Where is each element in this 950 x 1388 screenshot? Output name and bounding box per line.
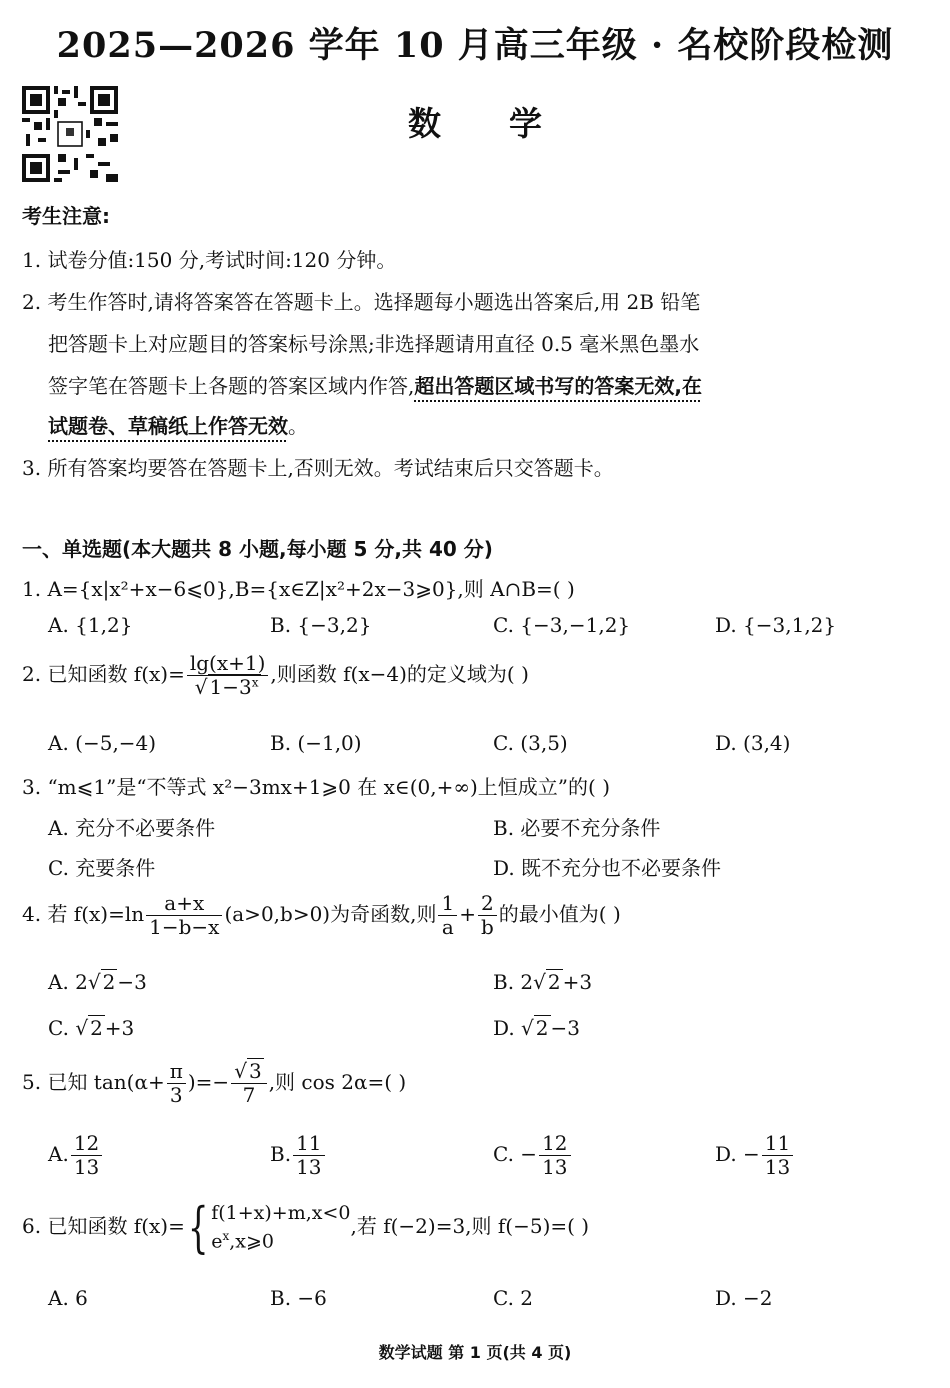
question-4-option-a: A. 2√ 2 −3 bbox=[48, 970, 147, 994]
q5-root-numerator: √ 3 bbox=[231, 1060, 266, 1084]
notice-heading: 考生注意: bbox=[22, 204, 110, 228]
question-6-option-d: D. −2 bbox=[715, 1286, 773, 1310]
q4-a-post: −3 bbox=[117, 970, 147, 994]
question-4-option-b: B. 2√ 2 +3 bbox=[493, 970, 593, 994]
q4-main-denominator: 1−b−x bbox=[149, 915, 220, 939]
section-1-heading: 一、单选题(本大题共 8 小题,每小题 5 分,共 40 分) bbox=[22, 537, 493, 561]
q5-pre: 5. 已知 tan(α+ bbox=[22, 1070, 165, 1094]
question-5-option-c bbox=[493, 1132, 573, 1179]
q5-b-fraction bbox=[293, 1132, 324, 1179]
notice-item-1: 1. 试卷分值:150 分,考试时间:120 分钟。 bbox=[22, 248, 397, 272]
q6-cases bbox=[211, 1200, 350, 1255]
question-6-option-a: A. 6 bbox=[48, 1286, 88, 1310]
q4-f2-numerator: 2 bbox=[478, 892, 497, 916]
q2-pre: 2. 已知函数 f(x)= bbox=[22, 662, 185, 686]
q5-mid: )=− bbox=[187, 1070, 230, 1094]
q4-c-post: +3 bbox=[104, 1016, 135, 1040]
question-3-option-b: B. 必要不充分条件 bbox=[493, 816, 661, 840]
q2-root-body: 1−3 bbox=[209, 675, 252, 699]
q4-d-root: 2 bbox=[535, 1016, 549, 1040]
q5-pi-numerator: π bbox=[167, 1060, 186, 1084]
question-1-option-c: C. {−3,−1,2} bbox=[493, 613, 631, 637]
q5-d-fraction bbox=[762, 1132, 793, 1179]
q5-c-denominator: 13 bbox=[542, 1155, 568, 1179]
question-3-option-a: A. 充分不必要条件 bbox=[48, 816, 216, 840]
q5-pi-denominator: 3 bbox=[169, 1083, 183, 1107]
q4-a-root: 2 bbox=[102, 970, 116, 994]
question-2-option-c: C. (3,5) bbox=[493, 731, 568, 755]
q5-d-denominator: 13 bbox=[764, 1155, 791, 1179]
q5-b-numerator: 11 bbox=[293, 1132, 324, 1156]
q5-a-denominator: 13 bbox=[73, 1155, 100, 1179]
question-3-option-d: D. 既不充分也不必要条件 bbox=[493, 856, 722, 880]
q5-root-body: 3 bbox=[248, 1059, 262, 1083]
question-1-option-a: A. {1,2} bbox=[48, 613, 133, 637]
question-6-option-c: C. 2 bbox=[493, 1286, 534, 1310]
question-4-option-d: D. √ 2 −3 bbox=[493, 1016, 581, 1040]
notice-plain-text: 签字笔在答题卡上各题的答案区域内作答, bbox=[48, 374, 415, 398]
q6-case-2-rest: ,x⩾0 bbox=[229, 1229, 274, 1252]
subject-heading bbox=[0, 98, 950, 145]
q4-c-root: 2 bbox=[90, 1016, 103, 1040]
q5-a-numerator: 12 bbox=[71, 1132, 102, 1156]
q4-fraction-main bbox=[146, 892, 222, 939]
question-5-option-b bbox=[270, 1132, 327, 1179]
question-2-option-a: A. (−5,−4) bbox=[48, 731, 157, 755]
question-3-stem: 3. “m⩽1”是“不等式 x²−3mx+1⩾0 在 x∈(0,+∞)上恒成立”的( ) bbox=[22, 775, 610, 799]
q5-a-pre: A. bbox=[48, 1142, 69, 1166]
question-4-stem bbox=[22, 892, 621, 939]
question-2-stem bbox=[22, 652, 529, 699]
q2-root-exponent: x bbox=[251, 675, 259, 690]
question-1-option-b: B. {−3,2} bbox=[270, 613, 372, 637]
question-5-stem bbox=[22, 1060, 406, 1107]
question-4-option-c: C. √ 2 +3 bbox=[48, 1016, 135, 1040]
q4-a-pre: A. 2 bbox=[48, 970, 88, 994]
q5-c-numerator: 12 bbox=[539, 1132, 570, 1156]
q5-d-numerator: 11 bbox=[762, 1132, 793, 1156]
notice-item-3: 3. 所有答案均要答在答题卡上,否则无效。考试结束后只交答题卡。 bbox=[22, 456, 614, 480]
q5-d-pre: D. − bbox=[715, 1142, 760, 1166]
question-3-option-c: C. 充要条件 bbox=[48, 856, 156, 880]
q4-main-numerator: a+x bbox=[146, 892, 222, 916]
q2-denominator: √ $1-3^x$ bbox=[194, 675, 259, 699]
notice-item-2-line-4 bbox=[48, 410, 308, 439]
subject-char-2: 学 bbox=[509, 104, 542, 143]
question-2-option-b: B. (−1,0) bbox=[270, 731, 362, 755]
q4-f1-denominator: a bbox=[441, 915, 454, 939]
subject-char-1: 数 bbox=[408, 104, 441, 143]
notice-emphasis-1: 超出答题区域书写的答案无效,在 bbox=[414, 374, 702, 398]
q5-b-denominator: 13 bbox=[296, 1155, 322, 1179]
q5-a-fraction bbox=[71, 1132, 102, 1179]
page-title: 2025—2026 学年 10 月高三年级 · 名校阶段检测 bbox=[56, 25, 894, 66]
q4-f1-numerator: 1 bbox=[438, 892, 457, 916]
page-footer: 数学试题 第 1 页(共 4 页) bbox=[378, 1343, 572, 1362]
q4-b-post: +3 bbox=[562, 970, 593, 994]
q4-fraction-2 bbox=[478, 892, 497, 939]
question-6-option-b: B. −6 bbox=[270, 1286, 327, 1310]
question-1-option-d: D. {−3,1,2} bbox=[715, 613, 837, 637]
notice-item-2-line-3 bbox=[48, 370, 702, 399]
q6-case-2-base: e bbox=[211, 1229, 223, 1252]
q5-c-fraction bbox=[539, 1132, 570, 1179]
q6-case-1: f(1+x)+m,x<0 bbox=[211, 1202, 351, 1224]
q6-brace: { bbox=[187, 1195, 209, 1259]
q4-d-pre: D. bbox=[493, 1016, 522, 1040]
question-5-option-a bbox=[48, 1132, 104, 1179]
q4-b-root: 2 bbox=[547, 970, 561, 994]
notice-item-2-line-2: 把答题卡上对应题目的答案标号涂黑;非选择题请用直径 0.5 毫米黑色墨水 bbox=[48, 332, 700, 356]
q5-post: ,则 cos 2α=( ) bbox=[268, 1070, 407, 1094]
q5-b-pre: B. bbox=[270, 1142, 292, 1166]
q5-pi-fraction bbox=[167, 1060, 186, 1107]
q4-c-pre: C. bbox=[48, 1016, 76, 1040]
q5-root-denominator: 7 bbox=[242, 1083, 256, 1107]
notice-emphasis-2: 试题卷、草稿纸上作答无效 bbox=[48, 414, 288, 438]
q4-mid: (a>0,b>0)为奇函数,则 bbox=[224, 902, 437, 926]
q4-b-pre: B. 2 bbox=[493, 970, 534, 994]
q6-case-2 bbox=[211, 1228, 350, 1256]
question-5-option-d bbox=[715, 1132, 795, 1179]
q6-pre: 6. 已知函数 f(x)= bbox=[22, 1214, 185, 1239]
q4-f2-denominator: b bbox=[480, 915, 494, 939]
notice-item-2-line-1: 2. 考生作答时,请将答案答在答题卡上。选择题每小题选出答案后,用 2B 铅笔 bbox=[22, 290, 701, 314]
q4-fraction-1 bbox=[438, 892, 457, 939]
q5-root-fraction bbox=[231, 1060, 266, 1107]
q6-case-2-exponent: x bbox=[222, 1228, 230, 1243]
q4-plus: + bbox=[459, 902, 476, 926]
q4-post: 的最小值为( ) bbox=[498, 902, 621, 926]
question-6-stem bbox=[22, 1195, 590, 1259]
q4-pre: 4. 若 f(x)=ln bbox=[22, 902, 145, 926]
question-1-stem: 1. A={x|x²+x−6⩽0},B={x∈Z|x²+2x−3⩾0},则 A∩B=( ) bbox=[22, 577, 575, 601]
q6-post: ,若 f(−2)=3,则 f(−5)=( ) bbox=[350, 1214, 590, 1239]
notice-period: 。 bbox=[288, 414, 308, 438]
q2-post: ,则函数 f(x−4)的定义域为( ) bbox=[270, 662, 529, 686]
q2-fraction bbox=[187, 652, 269, 699]
question-2-option-d: D. (3,4) bbox=[715, 731, 791, 755]
q5-c-pre: C. − bbox=[493, 1142, 538, 1166]
q4-d-post: −3 bbox=[550, 1016, 581, 1040]
q2-numerator: lg(x+1) bbox=[187, 652, 269, 676]
